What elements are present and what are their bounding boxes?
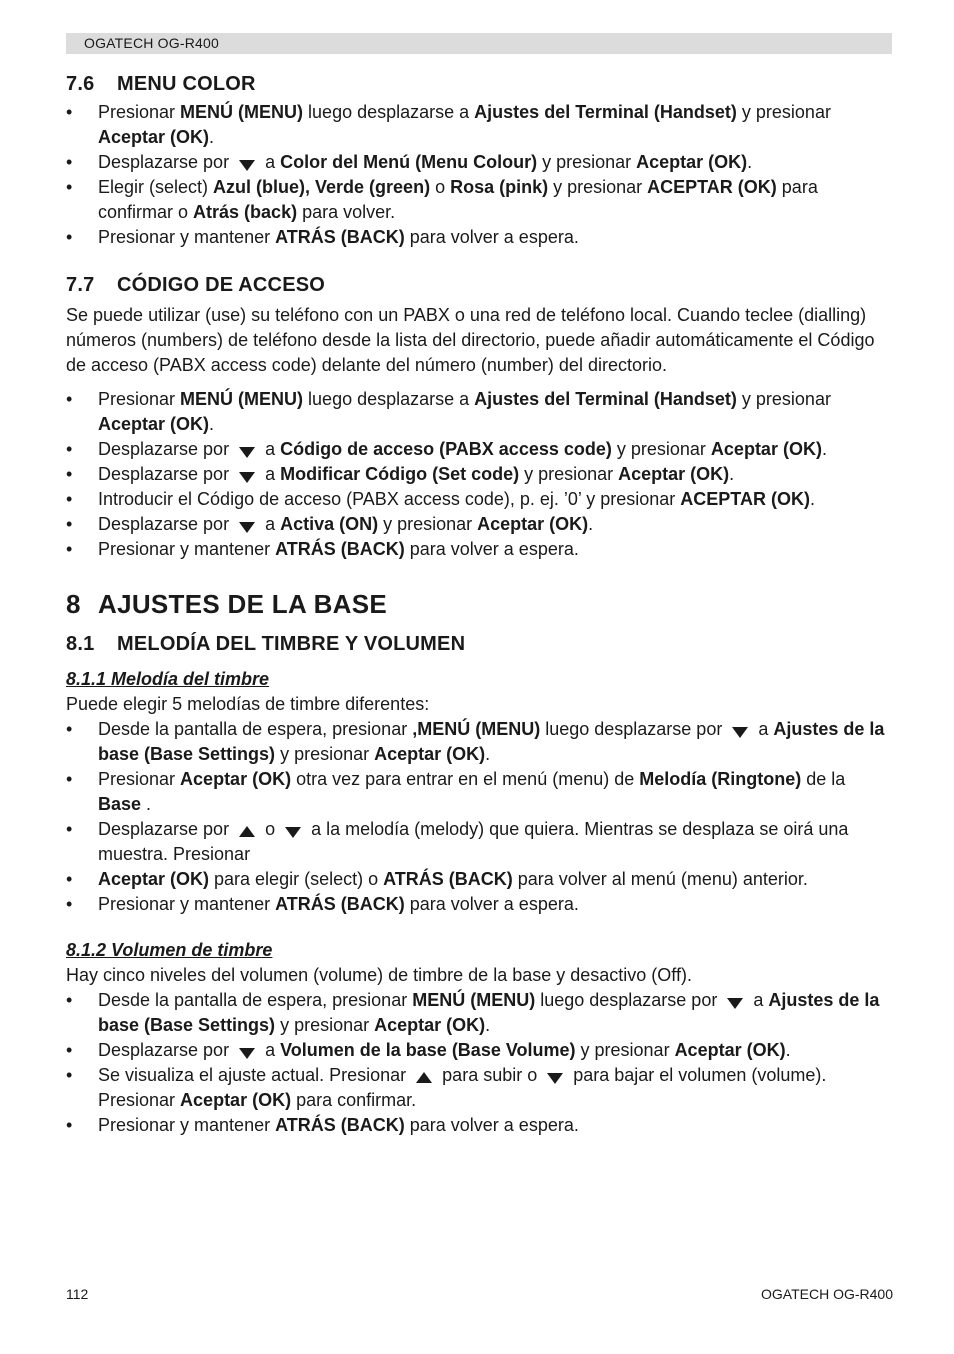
arrow-down-icon (239, 1048, 255, 1059)
arrow-down-icon (239, 522, 255, 533)
list-item: • Introducir el Código de acceso (PABX access code), p. ej. ’0’ y presionar ACEPTAR (OK). (66, 487, 892, 512)
page-number: 112 (66, 1286, 89, 1302)
list-item: • Desde la pantalla de espera, presionar ,MENÚ (MENU) luego desplazarse por a Ajustes de la base (Base Settings) y presionar Aceptar (OK). (66, 717, 892, 767)
list-item: • Presionar y mantener ATRÁS (BACK) para volver a espera. (66, 537, 892, 562)
list-item: • Elegir (select) Azul (blue), Verde (green) o Rosa (pink) y presionar ACEPTAR (OK) para confirmar o Atrás (back) para volver. (66, 175, 892, 225)
list-item: • Presionar MENÚ (MENU) luego desplazarse a Ajustes del Terminal (Handset) y presionar Aceptar (OK). (66, 387, 892, 437)
arrow-down-icon (547, 1073, 563, 1084)
subsection-8-1-2-intro: Hay cinco niveles del volumen (volume) de timbre de la base y desactivo (Off). (66, 965, 692, 985)
arrow-down-icon (727, 998, 743, 1009)
arrow-up-icon (416, 1072, 432, 1083)
section-7-6-heading: 7.6 MENU COLOR (66, 73, 256, 95)
subsection-8-1-1-list (66, 717, 892, 917)
subsection-8-1-2-heading: 8.1.2 Volumen de timbre (66, 940, 273, 960)
list-item: • Presionar Aceptar (OK) otra vez para entrar en el menú (menu) de Melodía (Ringtone) de la Base . (66, 767, 892, 817)
list-item: • Aceptar (OK) para elegir (select) o ATRÁS (BACK) para volver al menú (menu) anterior. (66, 867, 892, 892)
arrow-down-icon (285, 827, 301, 838)
section-7-6-list (66, 100, 892, 250)
running-header (66, 33, 892, 54)
list-item: • Desplazarse por a Color del Menú (Menu Colour) y presionar Aceptar (OK). (66, 150, 892, 175)
list-item: • Desplazarse por a Activa (ON) y presionar Aceptar (OK). (66, 512, 892, 537)
page-content (66, 70, 892, 1138)
arrow-down-icon (239, 447, 255, 458)
section-8-1-heading: 8.1 MELODÍA DEL TIMBRE Y VOLUMEN (66, 633, 466, 655)
list-item: • Se visualiza el ajuste actual. Presionar para subir o para bajar el volumen (volume). Presionar Aceptar (OK) para confirmar. (66, 1063, 892, 1113)
arrow-down-icon (732, 727, 748, 738)
section-7-7-intro: Se puede utilizar (use) su teléfono con un PABX o una red de teléfono local. Cuando teclee (dialling) números (numbers) de teléfono desde la lista del directorio, puede añadir automáticamente el Código de acceso (PABX access code) delante del número (number) del directorio. (66, 305, 875, 375)
list-item: • Desplazarse por a Código de acceso (PABX access code) y presionar Aceptar (OK). (66, 437, 892, 462)
chapter-8-heading: 8 AJUSTES DE LA BASE (66, 589, 388, 619)
header-text: OGATECH OG-R400 (84, 35, 219, 51)
list-item: • Desplazarse por a Volumen de la base (Base Volume) y presionar Aceptar (OK). (66, 1038, 892, 1063)
list-item: • Presionar y mantener ATRÁS (BACK) para volver a espera. (66, 892, 892, 917)
subsection-8-1-1-heading: 8.1.1 Melodía del timbre (66, 669, 270, 689)
arrow-down-icon (239, 472, 255, 483)
section-7-7-heading: 7.7 CÓDIGO DE ACCESO (66, 274, 326, 296)
list-item: • Presionar y mantener ATRÁS (BACK) para volver a espera. (66, 1113, 892, 1138)
subsection-8-1-2-list (66, 988, 892, 1138)
arrow-down-icon (239, 160, 255, 171)
list-item: • Presionar y mantener ATRÁS (BACK) para volver a espera. (66, 225, 892, 250)
section-7-7-list (66, 387, 892, 562)
list-item: • Desplazarse por a Modificar Código (Set code) y presionar Aceptar (OK). (66, 462, 892, 487)
subsection-8-1-1-intro: Puede elegir 5 melodías de timbre diferentes: (66, 694, 430, 714)
arrow-up-icon (239, 826, 255, 837)
footer-product: OGATECH OG-R400 (761, 1286, 893, 1302)
list-item: • Desplazarse por o a la melodía (melody) que quiera. Mientras se desplaza se oirá una muestra. Presionar (66, 817, 892, 867)
list-item: • Presionar MENÚ (MENU) luego desplazarse a Ajustes del Terminal (Handset) y presionar Aceptar (OK). (66, 100, 892, 150)
list-item: • Desde la pantalla de espera, presionar MENÚ (MENU) luego desplazarse por a Ajustes de la base (Base Settings) y presionar Aceptar (OK). (66, 988, 892, 1038)
